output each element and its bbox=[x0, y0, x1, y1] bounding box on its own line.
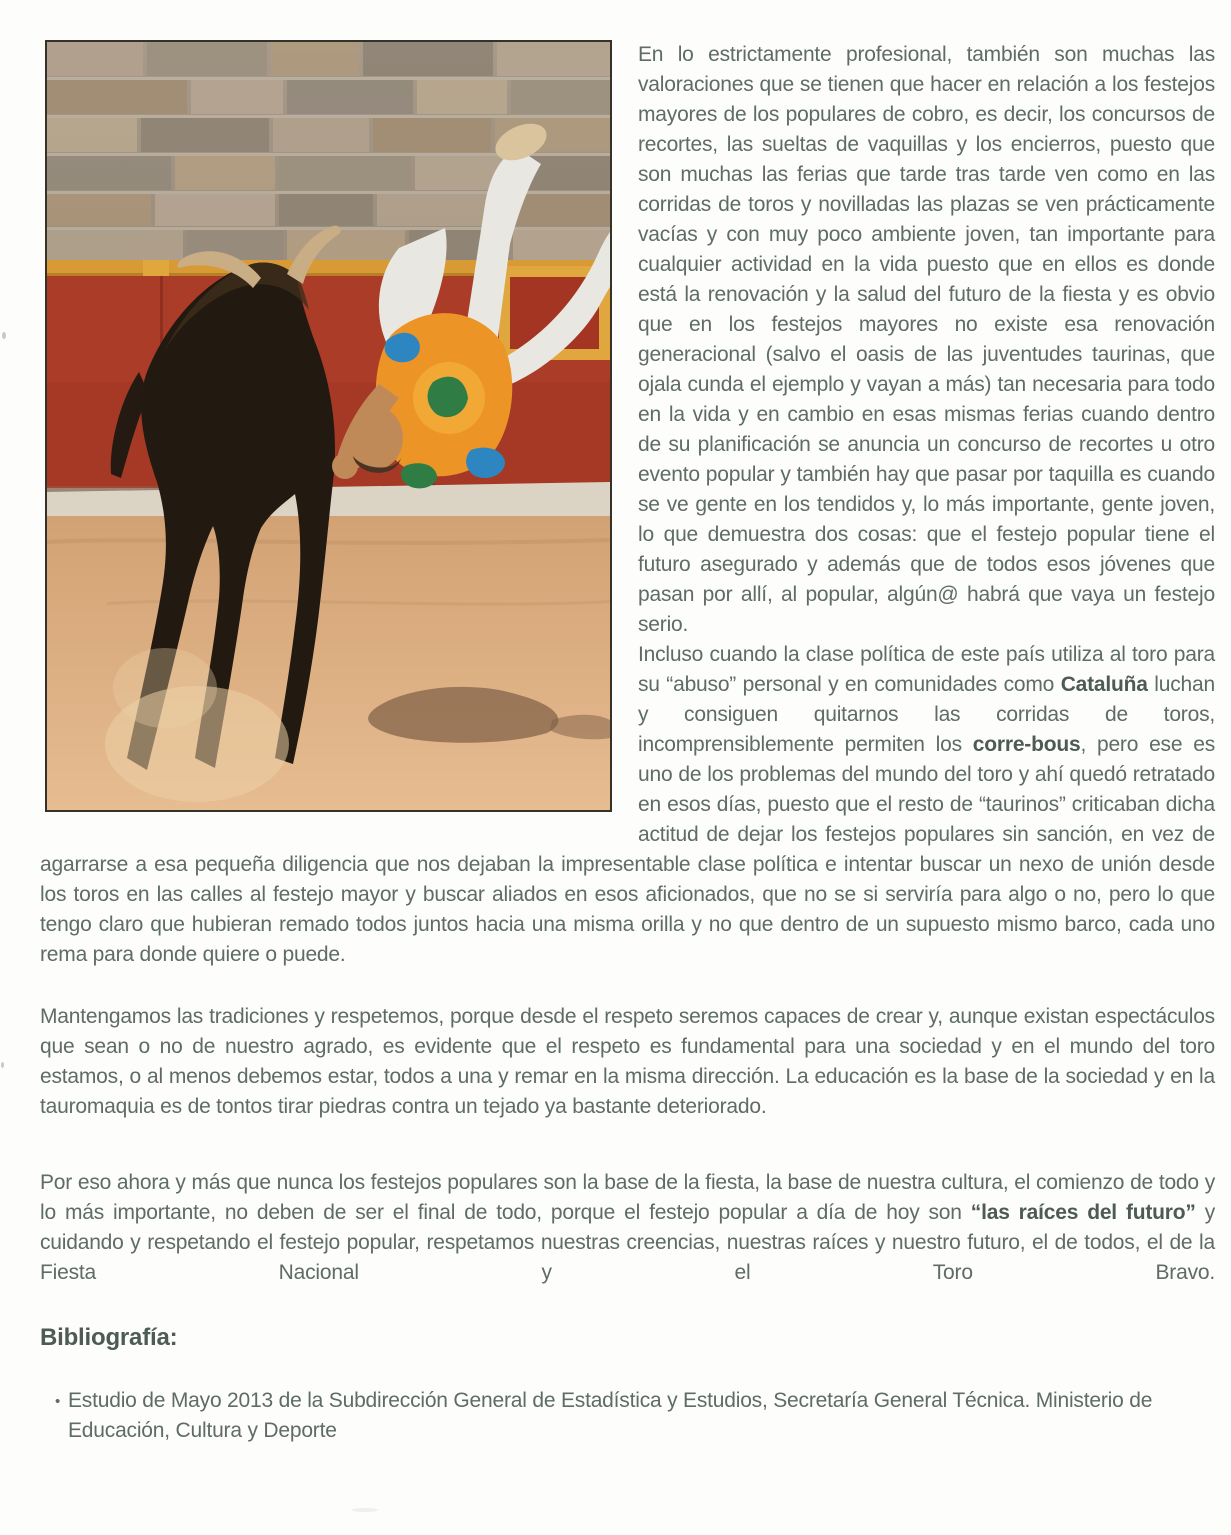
bibliography-item bbox=[40, 1386, 1208, 1446]
bullring-photo bbox=[45, 40, 612, 812]
scan-speck bbox=[1, 1062, 4, 1068]
article-paragraph-1: En lo estrictamente profesional, también son muchas las valoraciones que se tienen que hacer en relación a los festejos mayores de los populares de cobro, es decir, los concursos de recortes, las sueltas de vaquillas y los encierros, puesto que son muchas las ferias que tarde tras tarde ven como en las corridas de toros y novilladas las plazas se ven prácticamente vacías y con muy poco ambiente joven, tan importante para cualquier actividad en la vida puesto que en ellos es donde está la renovación y la salud del futuro de la fiesta y es obvio que en los festejos mayores no existe esa renovación generacional (salvo el oasis de las juventudes taurinas, que ojala cunda el ejemplo y vayan a más) tan necesaria para todo en la vida y en cambio en esas mismas ferias cuando dentro de su planificación se anuncia un concurso de recortes u otro evento popular y también hay que pasar por taquilla es cuando se ve gente en los tendidos y, lo más importante, gente joven, lo que demuestra dos cosas: que el festejo popular tiene el futuro asegurado y además que de todos esos jóvenes que pasan por allí, al popular, algún@ habrá que vaya un festejo serio. bbox=[638, 43, 1215, 636]
article-paragraph-4: Por eso ahora y más que nunca los festejos populares son la base de la fiesta, la base de nuestra cultura, el comienzo de todo y lo más importante, no deben de ser el final de todo, porque el festejo popular a día de hoy son “las raíces del futuro” y cuidando y respetando el festejo popular, respetamos nuestras creencias, nuestras raíces y nuestro futuro, el de todos, el de la Fiesta Nacional y el Toro Bravo. bbox=[40, 1171, 1216, 1284]
bullring-photo-illustration bbox=[47, 42, 610, 810]
bullet-icon: • bbox=[55, 1393, 61, 1410]
scan-speck bbox=[2, 332, 6, 339]
article-paragraph-3: Mantengamos las tradiciones y respetemos, porque desde el respeto seremos capaces de crear y, aunque existan espectáculos que sean o no de nuestro agrado, es evidente que el respeto es fundamental para una sociedad y en el mundo del toro estamos, o al menos debemos estar, todos a una y remar en la misma dirección. La educación es la base de la sociedad y en la tauromaquia es de tontos tirar piedras contra un tejado ya bastante deteriorado. bbox=[40, 1005, 1215, 1118]
head bbox=[351, 407, 403, 469]
article-paragraph-2: Incluso cuando la clase política de este país utiliza al toro para su “abuso” personal y en comunidades como Cataluña luchan y consiguen quitarnos las corridas de toros, incomprensiblemente permiten los corre-bous, pero ese es uno de los problemas del mundo del toro y ahí quedó retratado en esos días, puesto que el resto de “taurinos” criticaban dicha actitud de dejar los festejos populares sin sanción, en vez de agarrarse a esa pequeña diligencia que nos dejaban la impresentable clase política e intentar buscar un nexo de unión desde los toros en las calles al festejo mayor y buscar aliados en esos aficionados, que no se si serviría para algo o no, pero lo que tengo claro que hubieran remado todos juntos hacia una misma orilla y no que dentro de un supuesto mismo barco, cada uno rema para donde quiere o puede. bbox=[40, 643, 1215, 966]
bibliography-item-text: Estudio de Mayo 2013 de la Subdirección General de Estadística y Estudios, Secretaría General Técnica. Ministerio de Educación, Cultura y Deporte bbox=[68, 1389, 1153, 1442]
scan-speck bbox=[352, 1508, 378, 1512]
bibliography-heading: Bibliografía: bbox=[40, 1324, 178, 1351]
